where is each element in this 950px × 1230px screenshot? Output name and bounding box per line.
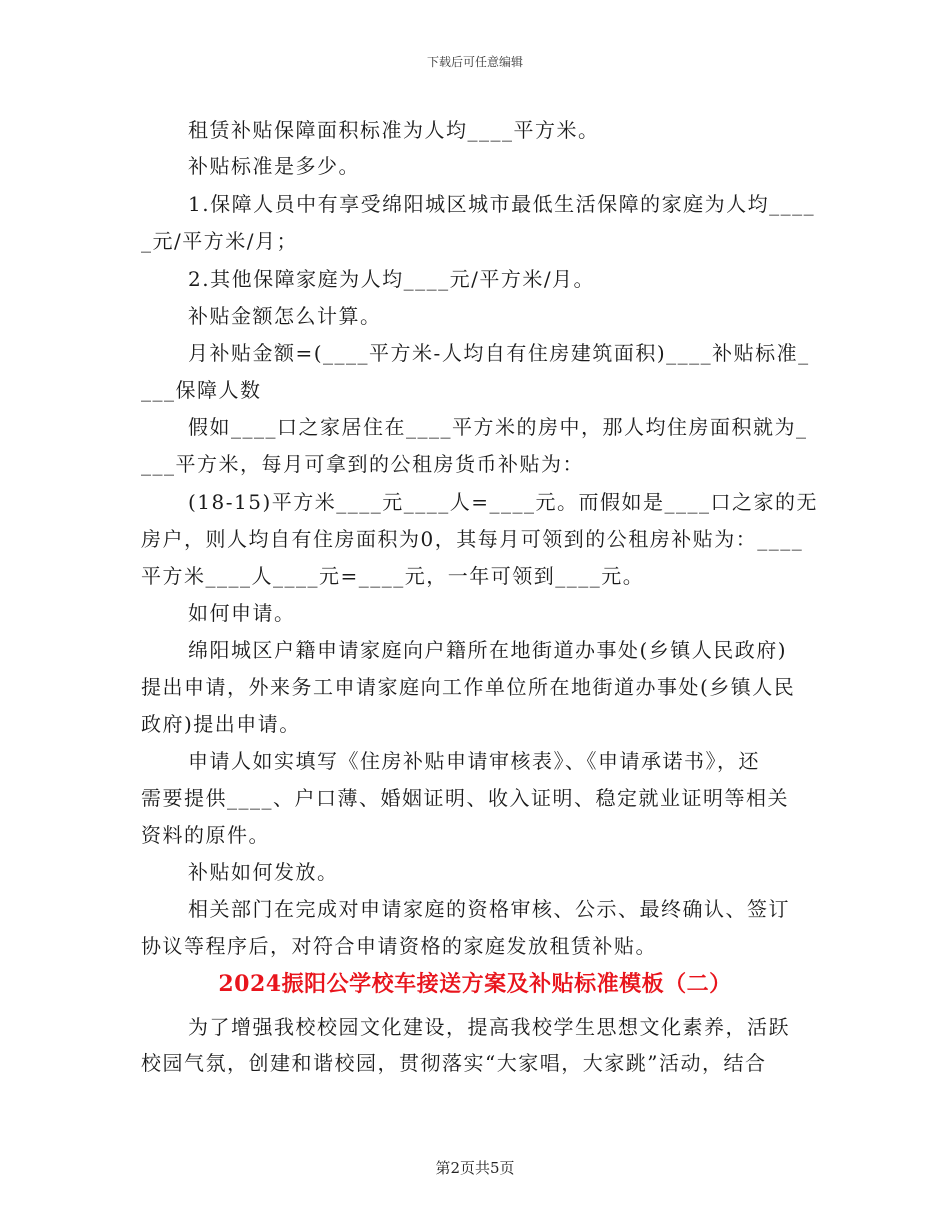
body-line: _元/平方米/月； — [141, 229, 298, 253]
page-footer: 第2页共5页 — [435, 1159, 515, 1177]
body-line: 平方米____人____元=____元，一年可领到____元。 — [141, 564, 645, 588]
body-line: 协议等程序后，对符合申请资格的家庭发放租赁补贴。 — [141, 934, 657, 958]
body-line: 假如____口之家居住在____平方米的房中，那人均住房面积就为_ — [188, 415, 808, 439]
body-line: 绵阳城区户籍申请家庭向户籍所在地街道办事处(乡镇人民政府) — [188, 638, 788, 662]
body-line: 资料的原件。 — [141, 823, 270, 847]
section-title: 2024振阳公学校车接送方案及补贴标准模板（二） — [218, 971, 732, 997]
body-line: 校园气氛，创建和谐校园，贯彻落实“大家唱，大家跳”活动，结合 — [141, 1051, 767, 1075]
body-line: 租赁补贴保障面积标准为人均____平方米。 — [188, 118, 600, 142]
body-line: (18-15)平方米____元____人=____元。而假如是____口之家的无 — [188, 490, 819, 514]
body-line: 提出申请，外来务工申请家庭向工作单位所在地街道办事处(乡镇人民 — [141, 675, 796, 699]
body-line: 补贴如何发放。 — [188, 860, 339, 884]
body-line: 月补贴金额=(____平方米-人均自有住房建筑面积)____补贴标准_ — [188, 341, 810, 365]
body-line: 为了增强我校校园文化建设，提高我校学生思想文化素养，活跃 — [188, 1015, 790, 1039]
body-line: 补贴标准是多少。 — [188, 154, 360, 178]
body-line: 申请人如实填写《住房补贴申请审核表》、《申请承诺书》，还 — [188, 749, 760, 773]
body-line: 相关部门在完成对申请家庭的资格审核、公示、最终确认、签订 — [188, 897, 790, 921]
body-line: ___平方米，每月可拿到的公租房货币补贴为： — [141, 452, 584, 476]
body-line: 1.保障人员中有享受绵阳城区城市最低生活保障的家庭为人均____ — [188, 192, 816, 216]
body-line: 政府)提出申请。 — [141, 712, 301, 736]
body-line: 需要提供____、户口薄、婚姻证明、收入证明、稳定就业证明等相关 — [141, 786, 789, 810]
page-header: 下载后可任意编辑 — [426, 55, 523, 69]
body-line: 房户，则人均自有住房面积为0，其每月可领到的公租房补贴为：____ — [141, 527, 804, 551]
body-line: ___保障人数 — [141, 378, 262, 402]
body-line: 2.其他保障家庭为人均____元/平方米/月。 — [188, 267, 596, 291]
body-line: 如何申请。 — [188, 601, 296, 625]
body-line: 补贴金额怎么计算。 — [188, 304, 382, 328]
